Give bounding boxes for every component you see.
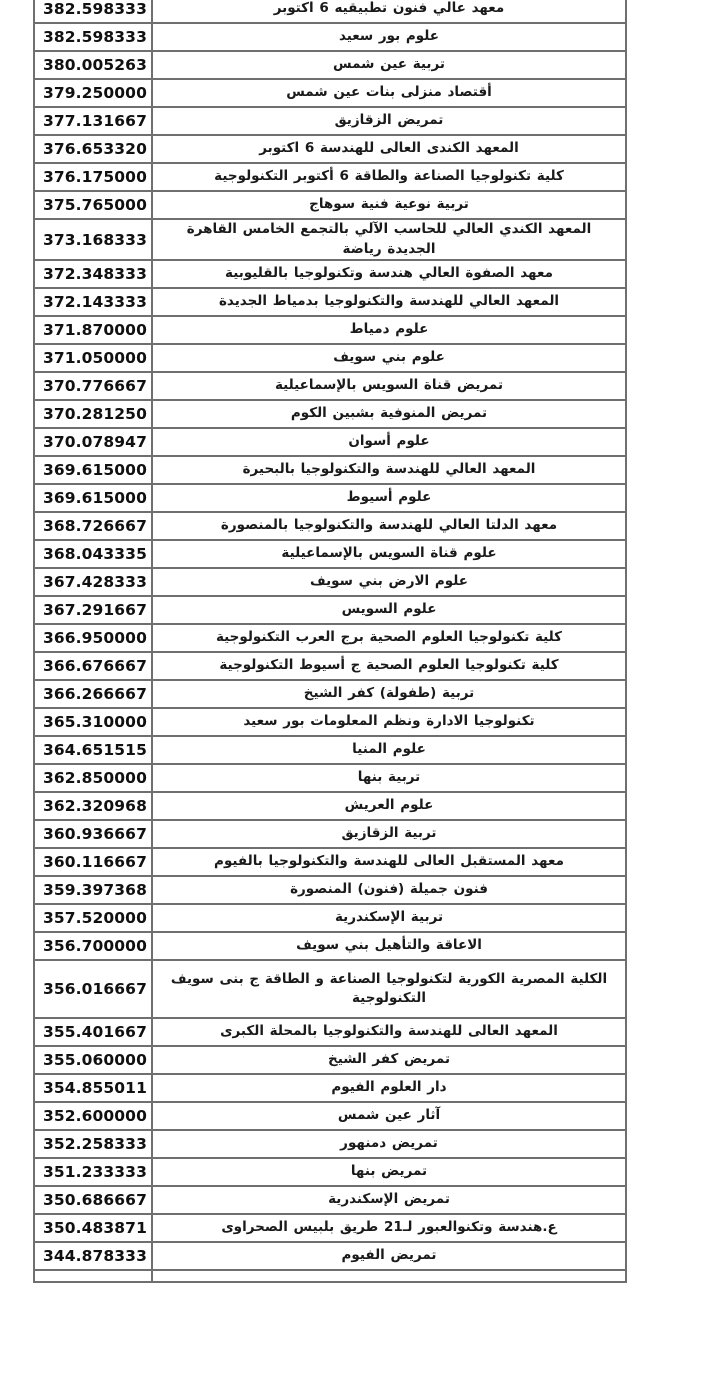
table-row[interactable] xyxy=(34,848,626,876)
table-row[interactable] xyxy=(34,219,626,260)
score-cell: 366.676667 xyxy=(34,652,152,680)
score-cell: 356.700000 xyxy=(34,932,152,960)
table-row[interactable] xyxy=(34,1158,626,1186)
score-cell: 359.397368 xyxy=(34,876,152,904)
table-row[interactable] xyxy=(34,1186,626,1214)
institution-name-cell: تربية بنها xyxy=(152,764,626,792)
institution-name-cell: كلية تكنولوجيا العلوم الصحية برج العرب التكنولوجية xyxy=(152,624,626,652)
institution-name-cell: علوم الارض بني سويف xyxy=(152,568,626,596)
score-cell: 367.291667 xyxy=(34,596,152,624)
institution-name-cell: آثار عين شمس xyxy=(152,1102,626,1130)
table-row[interactable] xyxy=(34,1074,626,1102)
table-row[interactable] xyxy=(34,344,626,372)
table-row[interactable] xyxy=(34,400,626,428)
score-cell: 380.005263 xyxy=(34,51,152,79)
table-row[interactable] xyxy=(34,764,626,792)
institution-name-cell: تمريض دمنهور xyxy=(152,1130,626,1158)
score-cell xyxy=(34,1270,152,1282)
table-row[interactable] xyxy=(34,191,626,219)
institution-name-cell: فنون جميلة (فنون) المنصورة xyxy=(152,876,626,904)
score-cell: 354.855011 xyxy=(34,1074,152,1102)
score-cell: 371.870000 xyxy=(34,316,152,344)
table-row[interactable] xyxy=(34,1242,626,1270)
score-cell: 369.615000 xyxy=(34,484,152,512)
table-row[interactable] xyxy=(34,1214,626,1242)
institution-name-cell: تمريض المنوفية بشبين الكوم xyxy=(152,400,626,428)
institution-name-cell: تربية الزقازيق xyxy=(152,820,626,848)
score-cell: 370.776667 xyxy=(34,372,152,400)
institution-name-cell: تربية الإسكندرية xyxy=(152,904,626,932)
institution-name-cell: معهد الصفوة العالي هندسة وتكنولوجيا بالقليوبية xyxy=(152,260,626,288)
table-row[interactable] xyxy=(34,51,626,79)
score-cell: 355.060000 xyxy=(34,1046,152,1074)
score-cell: 365.310000 xyxy=(34,708,152,736)
table-row[interactable] xyxy=(34,624,626,652)
score-cell: 371.050000 xyxy=(34,344,152,372)
institution-name-cell: تمريض قناة السويس بالإسماعيلية xyxy=(152,372,626,400)
institution-name-cell: كلية تكنولوجيا العلوم الصحية ج أسيوط التكنولوجية xyxy=(152,652,626,680)
score-cell: 369.615000 xyxy=(34,456,152,484)
institution-name-cell: علوم المنيا xyxy=(152,736,626,764)
table-row[interactable] xyxy=(34,163,626,191)
score-cell: 366.266667 xyxy=(34,680,152,708)
score-cell: 344.878333 xyxy=(34,1242,152,1270)
institution-name-cell: علوم بور سعيد xyxy=(152,23,626,51)
score-cell: 366.950000 xyxy=(34,624,152,652)
table-row[interactable] xyxy=(34,484,626,512)
institution-name-cell: المعهد الكندى العالى للهندسة 6 اكتوبر xyxy=(152,135,626,163)
table-row[interactable] xyxy=(34,596,626,624)
score-cell: 376.175000 xyxy=(34,163,152,191)
score-cell: 370.281250 xyxy=(34,400,152,428)
institution-name-cell: تمريض الزقازيق xyxy=(152,107,626,135)
score-cell: 368.726667 xyxy=(34,512,152,540)
score-cell: 377.131667 xyxy=(34,107,152,135)
institution-name-cell: ع.هندسة وتكنوالعبور لـ21 طريق بلبيس الصحراوى xyxy=(152,1214,626,1242)
institution-name-cell: المعهد العالي للهندسة والتكنولوجيا بالبحيرة xyxy=(152,456,626,484)
institution-name-cell: تربية عين شمس xyxy=(152,51,626,79)
score-cell: 379.250000 xyxy=(34,79,152,107)
institution-name-cell: المعهد الكندي العالي للحاسب الآلي بالتجمع الخامس القاهرة الجديدة رياضة xyxy=(152,219,626,260)
score-cell: 364.651515 xyxy=(34,736,152,764)
institution-name-cell: علوم قناة السويس بالإسماعيلية xyxy=(152,540,626,568)
score-cell: 367.428333 xyxy=(34,568,152,596)
score-cell: 352.600000 xyxy=(34,1102,152,1130)
institution-name-cell: أقتصاد منزلى بنات عين شمس xyxy=(152,79,626,107)
table-row[interactable] xyxy=(34,107,626,135)
table-row[interactable] xyxy=(34,904,626,932)
score-cell: 375.765000 xyxy=(34,191,152,219)
institution-name-cell: تمريض الإسكندرية xyxy=(152,1186,626,1214)
scores-table-body xyxy=(34,0,626,1282)
table-row[interactable] xyxy=(34,540,626,568)
table-row[interactable] xyxy=(34,0,626,23)
institution-name-cell: تمريض كفر الشيخ xyxy=(152,1046,626,1074)
score-cell: 352.258333 xyxy=(34,1130,152,1158)
score-cell: 362.320968 xyxy=(34,792,152,820)
table-row[interactable] xyxy=(34,960,626,1018)
institution-name-cell: علوم أسيوط xyxy=(152,484,626,512)
institution-name-cell: معهد المستقبل العالى للهندسة والتكنولوجيا بالفيوم xyxy=(152,848,626,876)
table-row[interactable] xyxy=(34,1018,626,1046)
score-cell: 360.116667 xyxy=(34,848,152,876)
institution-name-cell: الكلية المصرية الكورية لتكنولوجيا الصناعة و الطاقة ج بنى سويف التكنولوجية xyxy=(152,960,626,1018)
score-cell: 357.520000 xyxy=(34,904,152,932)
scores-table xyxy=(33,0,627,1283)
table-row[interactable] xyxy=(34,876,626,904)
table-row[interactable] xyxy=(34,680,626,708)
table-row[interactable] xyxy=(34,260,626,288)
score-cell: 362.850000 xyxy=(34,764,152,792)
score-cell: 351.233333 xyxy=(34,1158,152,1186)
institution-name-cell: دار العلوم الفيوم xyxy=(152,1074,626,1102)
score-cell: 360.936667 xyxy=(34,820,152,848)
institution-name-cell: معهد الدلتا العالي للهندسة والتكنولوجيا بالمنصورة xyxy=(152,512,626,540)
score-cell: 368.043335 xyxy=(34,540,152,568)
table-row[interactable] xyxy=(34,1270,626,1282)
institution-name-cell: تربية (طفولة) كفر الشيخ xyxy=(152,680,626,708)
table-row[interactable] xyxy=(34,708,626,736)
institution-name-cell: المعهد العالى للهندسة والتكنولوجيا بالمحلة الكبرى xyxy=(152,1018,626,1046)
score-cell: 372.348333 xyxy=(34,260,152,288)
institution-name-cell: كلية تكنولوجيا الصناعة والطاقة 6 أكتوبر التكنولوجية xyxy=(152,163,626,191)
table-row[interactable] xyxy=(34,428,626,456)
table-row[interactable] xyxy=(34,932,626,960)
score-cell: 356.016667 xyxy=(34,960,152,1018)
institution-name-cell: علوم السويس xyxy=(152,596,626,624)
table-row[interactable] xyxy=(34,792,626,820)
table-row[interactable] xyxy=(34,79,626,107)
table-row[interactable] xyxy=(34,1046,626,1074)
institution-name-cell: علوم بني سويف xyxy=(152,344,626,372)
score-cell: 350.686667 xyxy=(34,1186,152,1214)
table-row[interactable] xyxy=(34,512,626,540)
institution-name-cell: تمريض بنها xyxy=(152,1158,626,1186)
table-row[interactable] xyxy=(34,288,626,316)
table-row[interactable] xyxy=(34,1130,626,1158)
score-cell: 372.143333 xyxy=(34,288,152,316)
institution-name-cell xyxy=(152,1270,626,1282)
institution-name-cell: تكنولوجيا الادارة ونظم المعلومات بور سعيد xyxy=(152,708,626,736)
institution-name-cell: علوم دمياط xyxy=(152,316,626,344)
score-cell: 350.483871 xyxy=(34,1214,152,1242)
table-row[interactable] xyxy=(34,135,626,163)
institution-name-cell: تربية نوعية فنية سوهاج xyxy=(152,191,626,219)
institution-name-cell: المعهد العالي للهندسة والتكنولوجيا بدمياط الجديدة xyxy=(152,288,626,316)
table-row[interactable] xyxy=(34,568,626,596)
table-row[interactable] xyxy=(34,820,626,848)
score-cell: 370.078947 xyxy=(34,428,152,456)
score-cell: 376.653320 xyxy=(34,135,152,163)
score-cell: 355.401667 xyxy=(34,1018,152,1046)
institution-name-cell: علوم أسوان xyxy=(152,428,626,456)
table-row[interactable] xyxy=(34,456,626,484)
table-row[interactable] xyxy=(34,372,626,400)
score-cell: 373.168333 xyxy=(34,219,152,260)
table-row[interactable] xyxy=(34,23,626,51)
institution-name-cell: الاعاقة والتأهيل بني سويف xyxy=(152,932,626,960)
institution-name-cell: تمريض الفيوم xyxy=(152,1242,626,1270)
institution-name-cell: معهد عالي فنون تطبيقيه 6 اكتوبر xyxy=(152,0,626,23)
institution-name-cell: علوم العريش xyxy=(152,792,626,820)
table-row[interactable] xyxy=(34,316,626,344)
table-row[interactable] xyxy=(34,1102,626,1130)
score-cell: 382.598333 xyxy=(34,0,152,23)
table-scroll-region[interactable] xyxy=(35,0,627,1283)
score-cell: 382.598333 xyxy=(34,23,152,51)
table-row[interactable] xyxy=(34,652,626,680)
table-row[interactable] xyxy=(34,736,626,764)
